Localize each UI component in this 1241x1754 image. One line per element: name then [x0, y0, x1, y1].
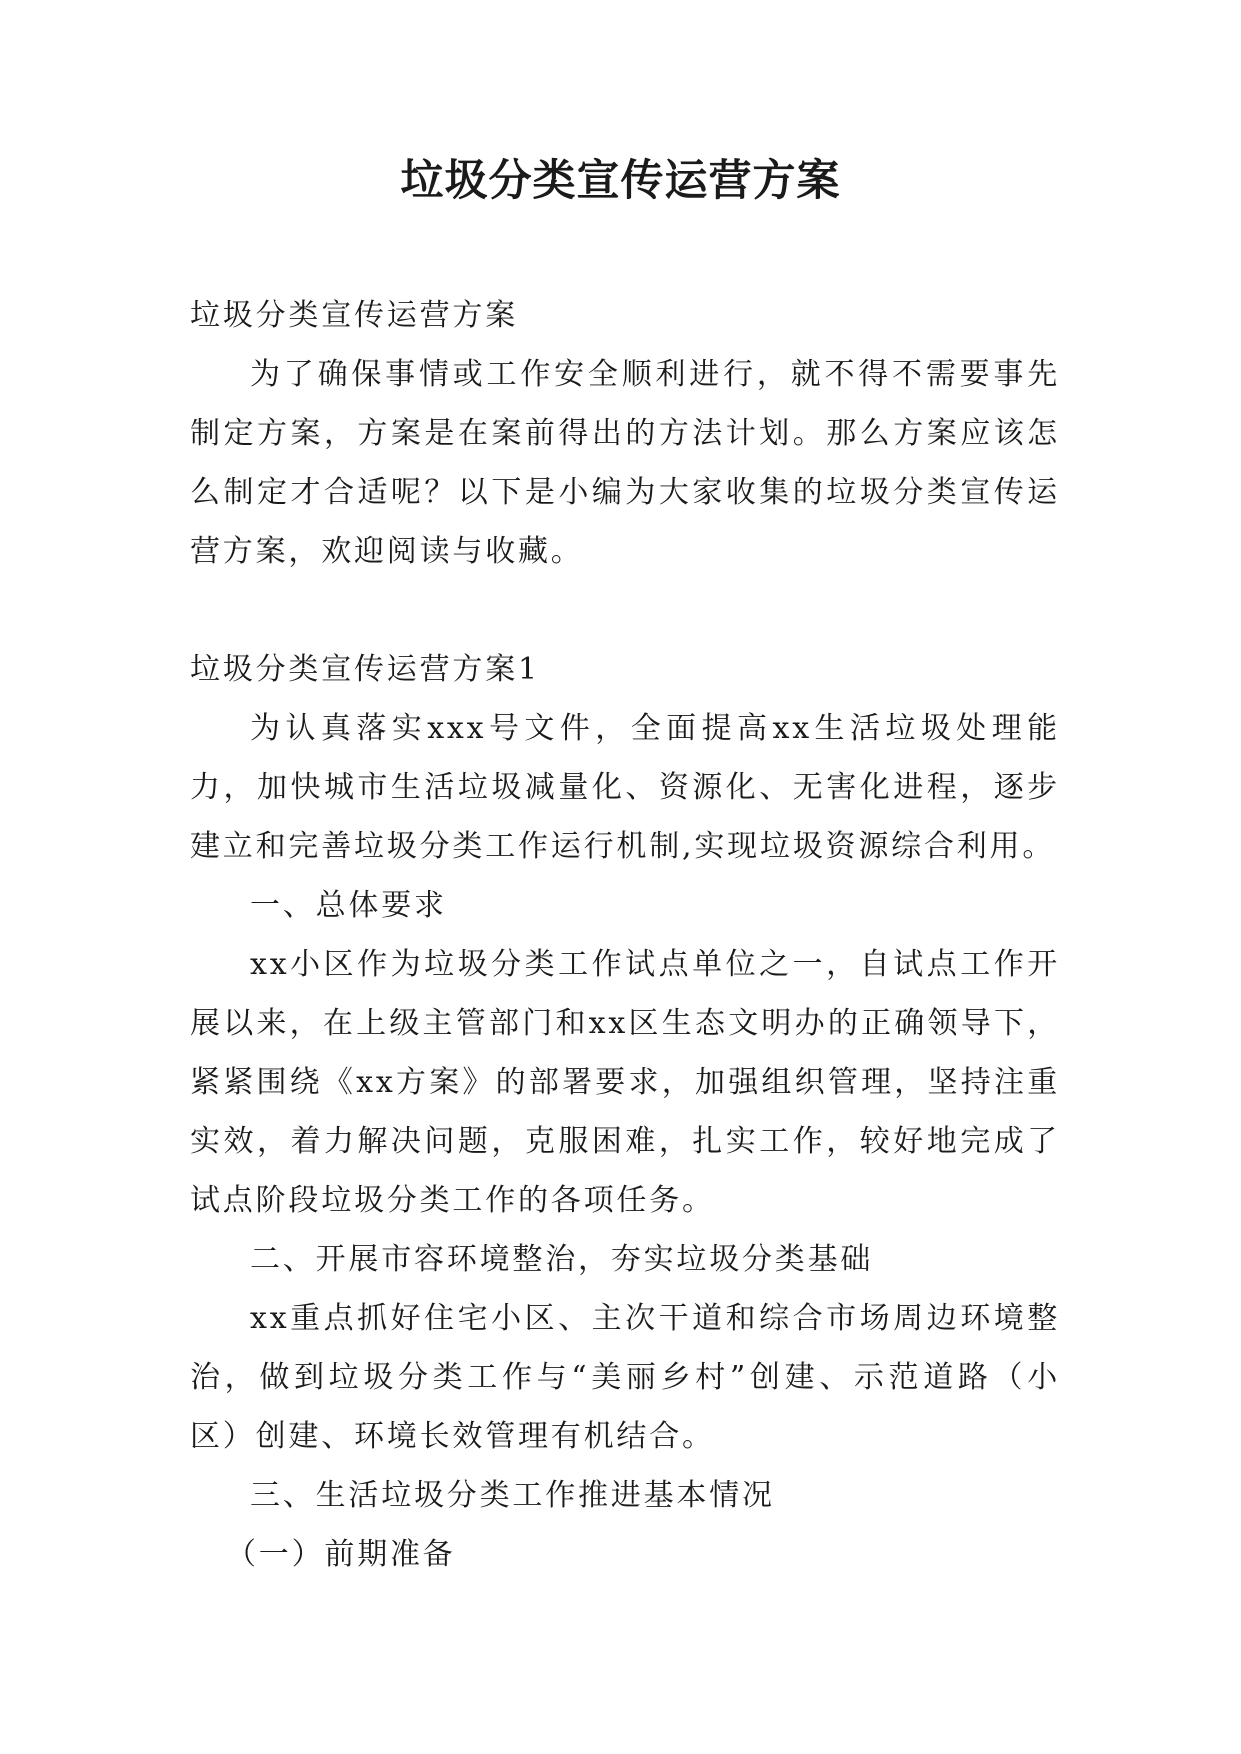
environment-renovation-heading: 二、开展市容环境整治，夯实垃圾分类基础 — [250, 1242, 874, 1277]
general-requirements-heading: 一、总体要求 — [250, 888, 447, 923]
document-body — [190, 286, 1060, 1584]
section1-paragraph-2: xx小区作为垃圾分类工作试点单位之一，自试点工作开展以来，在上级主管部门和xx区生态文明办的正确领导下，紧紧围绕《xx方案》的部署要求，加强组织管理，坚持注重实效，着力解决问题，克服困难，扎实工作，较好地完成了试点阶段垃圾分类工作的各项任务。 — [190, 947, 1060, 1218]
document-title: 垃圾分类宣传运营方案 — [400, 156, 841, 206]
preparation-subheading: （一）前期准备 — [226, 1537, 456, 1572]
section1-paragraph-1: 为认真落实xxx号文件，全面提高xx生活垃圾处理能力，加快城市生活垃圾减量化、资源化、无害化进程，逐步建立和完善垃圾分类工作运行机制,实现垃圾资源综合利用。 — [190, 711, 1060, 864]
section1-heading: 垃圾分类宣传运营方案1 — [190, 652, 540, 687]
section1-paragraph-3: xx重点抓好住宅小区、主次干道和综合市场周边环境整治，做到垃圾分类工作与“美丽乡村”创建、示范道路（小区）创建、环境长效管理有机结合。 — [190, 1301, 1060, 1454]
intro-paragraph: 为了确保事情或工作安全顺利进行，就不得不需要事先制定方案，方案是在案前得出的方法计划。那么方案应该怎么制定才合适呢？以下是小编为大家收集的垃圾分类宣传运营方案，欢迎阅读与收藏。 — [190, 357, 1060, 569]
intro-heading: 垃圾分类宣传运营方案 — [190, 298, 518, 333]
section-spacer — [190, 581, 1060, 640]
progress-situation-heading: 三、生活垃圾分类工作推进基本情况 — [250, 1478, 775, 1513]
